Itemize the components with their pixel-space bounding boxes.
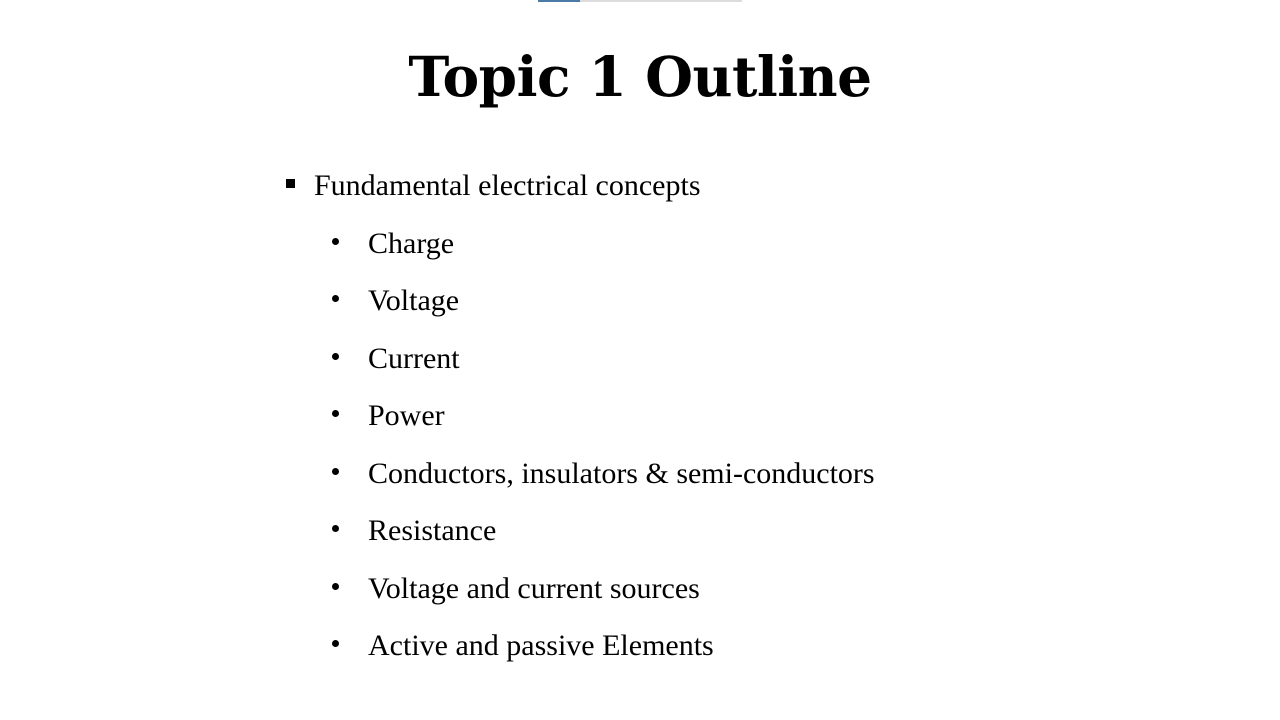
outline-sublist <box>285 221 875 670</box>
bullet-icon <box>332 640 339 647</box>
list-item-text: Voltage <box>368 284 460 317</box>
list-item <box>285 451 875 497</box>
list-item-text: Voltage and current sources <box>368 571 700 605</box>
bullet-icon <box>332 353 339 360</box>
bullet-icon <box>332 410 339 417</box>
list-item <box>285 336 875 382</box>
list-item-text: Power <box>368 399 445 432</box>
list-item <box>285 623 875 669</box>
outline-list <box>285 163 875 681</box>
list-item <box>285 221 875 267</box>
list-item-text: Conductors, insulators & semi-conductors <box>368 456 875 490</box>
list-item <box>285 393 875 439</box>
list-item <box>285 278 875 324</box>
list-item-text: Active and passive Elements <box>368 629 714 662</box>
slide-title: Topic 1 Outline <box>408 44 872 109</box>
outline-heading-text: Fundamental electrical concepts <box>314 169 701 202</box>
top-accent-segment <box>538 0 580 2</box>
bullet-icon <box>332 295 339 302</box>
list-item <box>285 566 875 612</box>
bullet-icon <box>332 583 339 590</box>
list-item-text: Charge <box>368 226 455 260</box>
list-item-text: Resistance <box>368 514 497 547</box>
bullet-icon <box>332 525 339 532</box>
list-item <box>285 508 875 554</box>
bullet-icon <box>332 238 339 245</box>
square-bullet-icon <box>286 179 295 188</box>
top-accent-bar <box>538 0 742 2</box>
list-item-text: Current <box>368 341 460 375</box>
outline-heading-item <box>285 163 875 209</box>
bullet-icon <box>332 468 339 475</box>
